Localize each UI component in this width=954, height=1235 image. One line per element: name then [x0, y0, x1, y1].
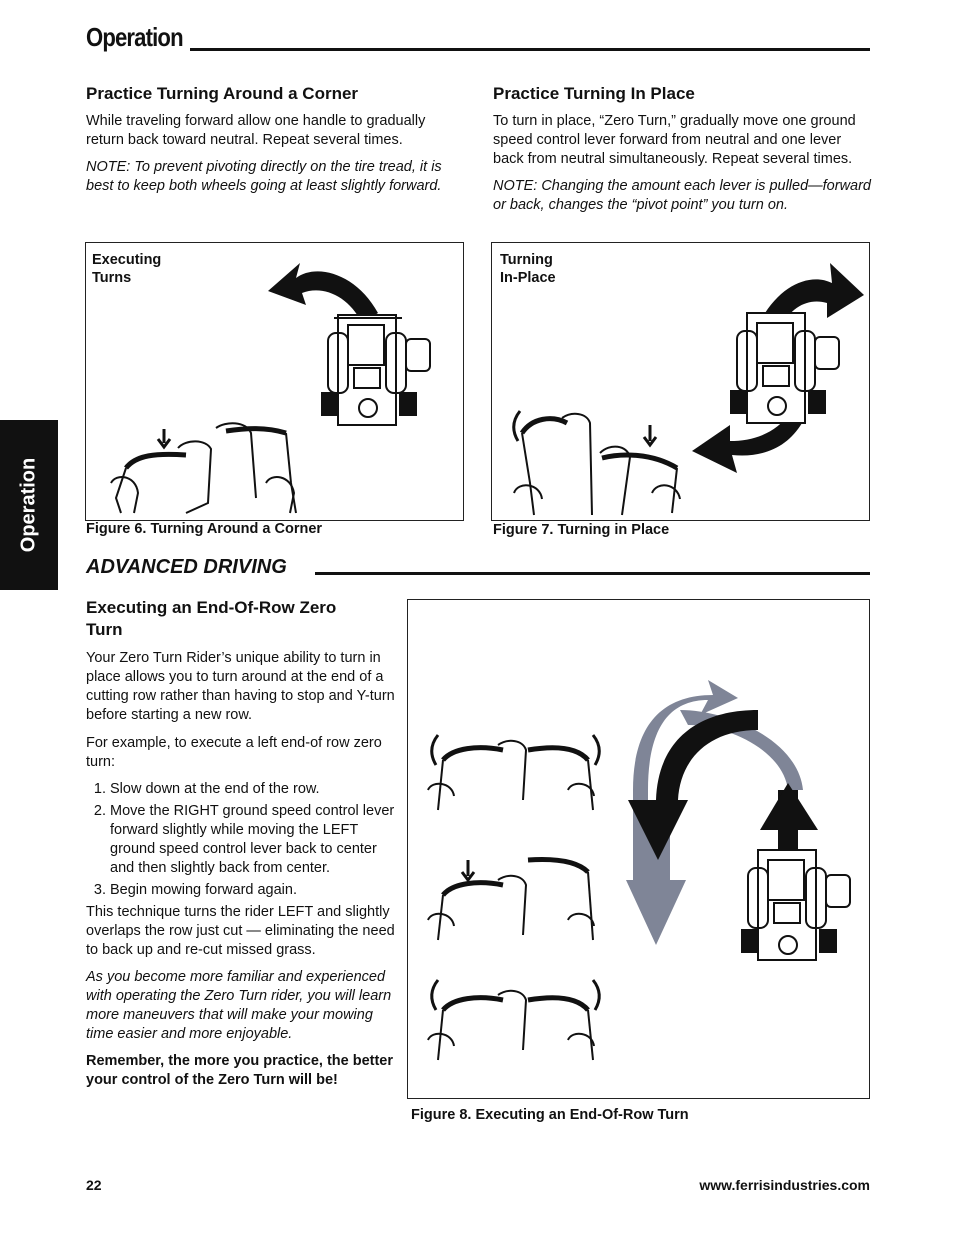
section-heading: Practice Turning In Place: [493, 84, 695, 103]
page-header-title: Operation: [86, 22, 183, 52]
section-body: To turn in place, “Zero Turn,” gradually move one ground speed control lever forward from neutral and one lever back from neutral simultaneously. Repeat several times.: [493, 113, 856, 167]
section-para-5: Remember, the more you practice, the better your control of the Zero Turn will be!: [86, 1053, 394, 1088]
hands-levers-icon: [514, 414, 680, 515]
figure-6-caption: Figure 6. Turning Around a Corner: [86, 521, 323, 537]
section-turning-corner: [86, 84, 461, 196]
figure-label: Turning In-Place: [500, 252, 556, 286]
hands-levers-icon: [111, 423, 296, 513]
mower-icon: [742, 850, 850, 960]
end-of-row-illustration: [408, 600, 869, 1098]
section-end-of-row: [86, 597, 398, 1090]
list-item: 3. Begin mowing forward again.: [110, 881, 398, 900]
list-item: 2. Move the RIGHT ground speed control lever forward slightly while moving the LEFT ground speed control lever back to center and then slightly back from center.: [110, 802, 398, 878]
turning-corner-illustration: [86, 243, 463, 520]
section-para-1: Your Zero Turn Rider’s unique ability to turn in place allows you to turn around at the end of a cutting row rather than having to stop and Y-turn before starting a new row.: [86, 650, 395, 723]
section-heading: Practice Turning Around a Corner: [86, 84, 359, 103]
steps-list: [86, 780, 398, 900]
advanced-driving-rule: [315, 572, 870, 575]
hands-levers-icon: [428, 741, 594, 1060]
figure-6-box: [85, 242, 464, 521]
figure-7-caption: Figure 7. Turning in Place: [493, 522, 670, 538]
footer-url[interactable]: www.ferrisindustries.com: [699, 1177, 870, 1193]
section-note: NOTE: Changing the amount each lever is pulled—forward or back, changes the “pivot point” you turn on.: [493, 178, 871, 213]
turning-in-place-illustration: [492, 243, 869, 520]
section-heading: Executing an End-Of-Row Zero Turn: [86, 598, 337, 639]
section-turning-in-place: [493, 84, 873, 215]
figure-8-box: [407, 599, 870, 1099]
section-para-2: For example, to execute a left end-of row zero turn:: [86, 735, 382, 770]
advanced-driving-heading: ADVANCED DRIVING: [86, 556, 287, 578]
list-item: 1. Slow down at the end of the row.: [110, 780, 398, 799]
figure-8-caption: Figure 8. Executing an End-Of-Row Turn: [411, 1107, 689, 1123]
section-note: NOTE: To prevent pivoting directly on the tire tread, it is best to keep both wheels going at least slightly forward.: [86, 159, 442, 194]
side-section-tab: [0, 420, 58, 590]
page-number: 22: [86, 1177, 102, 1193]
section-body: While traveling forward allow one handle to gradually return back toward neutral. Repeat several times.: [86, 113, 426, 148]
figure-7-box: [491, 242, 870, 521]
figure-label: Executing Turns: [92, 252, 162, 286]
mower-icon: [322, 315, 430, 425]
side-tab-label: Operation: [17, 457, 40, 553]
section-para-3: This technique turns the rider LEFT and slightly overlaps the row just cut — eliminating the need to back up and re-cut missed grass.: [86, 904, 395, 958]
section-para-4: As you become more familiar and experienced with operating the Zero Turn rider, you will learn more maneuvers that will make your mowing time easier and more enjoyable.: [86, 969, 392, 1042]
header-rule: [190, 48, 870, 51]
mower-icon: [731, 313, 839, 423]
